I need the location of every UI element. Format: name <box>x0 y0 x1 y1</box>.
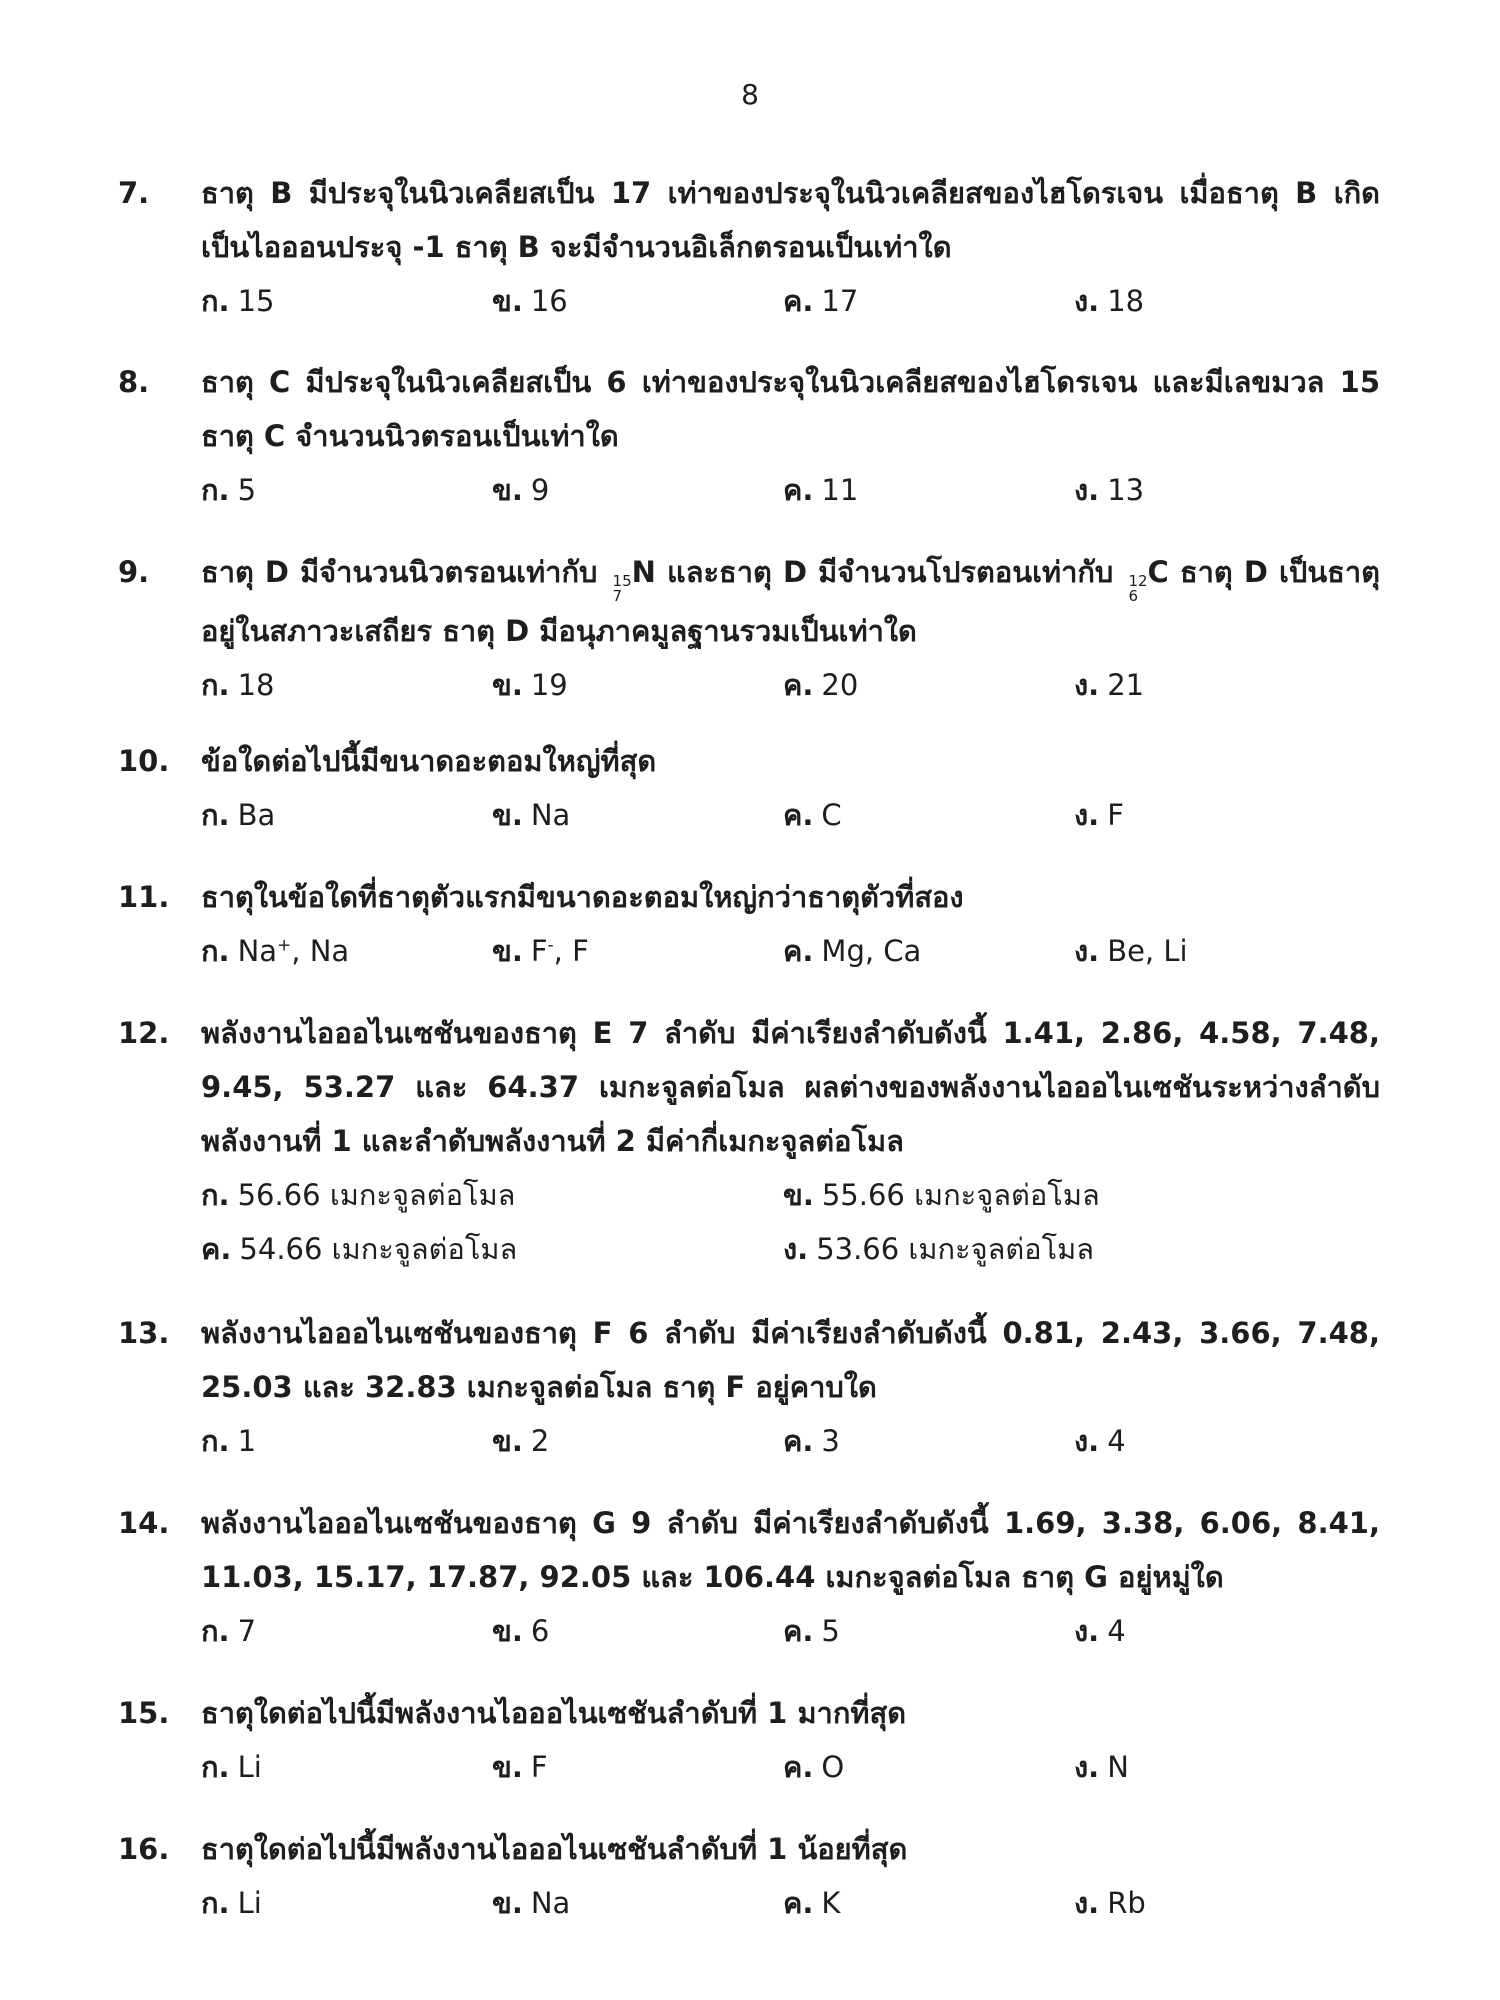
choice-value: 55.66 เมกะจูลต่อโมล <box>821 1178 1100 1212</box>
choice-c[interactable] <box>783 924 921 978</box>
question-number: 7. <box>118 176 150 210</box>
choice-value: Mg, Ca <box>821 934 922 968</box>
choice-letter: ก. <box>201 1424 230 1458</box>
choice-value: 3 <box>821 1424 840 1458</box>
choice-value: 4 <box>1107 1614 1126 1648</box>
choice-value: F <box>530 1750 548 1784</box>
choice-letter: ข. <box>492 284 523 318</box>
choice-a[interactable] <box>201 1740 262 1794</box>
question-number: 16. <box>118 1832 170 1866</box>
choice-value: 16 <box>530 284 568 318</box>
choice-c[interactable] <box>783 658 858 712</box>
question-number: 8. <box>118 365 150 399</box>
choice-letter: ง. <box>1074 934 1100 968</box>
choices-grid <box>201 1168 1380 1276</box>
choice-c[interactable] <box>783 1876 840 1930</box>
choice-letter: ง. <box>1074 1886 1100 1920</box>
choice-letter: ข. <box>492 1424 523 1458</box>
choice-letter: ง. <box>783 1232 809 1266</box>
mass-number: 12 <box>1128 572 1148 590</box>
question-10 <box>118 734 1380 842</box>
choice-value: Rb <box>1107 1886 1146 1920</box>
choice-value: 19 <box>530 668 568 702</box>
choice-value: 53.66 เมกะจูลต่อโมล <box>816 1232 1095 1266</box>
choice-value: 13 <box>1107 473 1145 507</box>
choice-value: C <box>821 798 842 832</box>
choice-b[interactable] <box>783 1168 1100 1222</box>
choice-value: 20 <box>821 668 859 702</box>
choices-row <box>201 924 1380 978</box>
question-text: พลังงานไอออไนเซชันของธาตุ G 9 ลำดับ มีค่าเรียงลำดับดังนี้ 1.69, 3.38, 6.06, 8.41, 11.03, 15.17, 17.87, 92.05 และ 106.44 เมกะจูลต่อโมล ธาตุ G อยู่หมู่ใด <box>201 1506 1380 1594</box>
question-text: พลังงานไอออไนเซชันของธาตุ F 6 ลำดับ มีค่าเรียงลำดับดังนี้ 0.81, 2.43, 3.66, 7.48, 25.03 และ 32.83 เมกะจูลต่อโมล ธาตุ F อยู่คาบใด <box>201 1316 1380 1404</box>
choice-letter: ก. <box>201 1886 230 1920</box>
choice-value: 7 <box>237 1614 257 1648</box>
choice-letter: ข. <box>492 668 523 702</box>
mass-number: 15 <box>612 572 632 590</box>
choice-c[interactable] <box>783 1604 840 1658</box>
question-text: ข้อใดต่อไปนี้มีขนาดอะตอมใหญ่ที่สุด <box>201 744 657 778</box>
choices-row <box>201 1414 1380 1468</box>
choice-a[interactable] <box>201 1168 515 1222</box>
choice-d[interactable] <box>1074 1414 1126 1468</box>
question-text-part: และธาตุ D มีจำนวนโปรตอนเท่ากับ <box>667 555 1114 589</box>
choice-c[interactable] <box>783 1740 844 1794</box>
choice-d[interactable] <box>1074 274 1144 328</box>
choice-a[interactable] <box>201 274 274 328</box>
charge-superscript: - <box>547 935 554 956</box>
choice-value: Na <box>530 798 571 832</box>
choice-a[interactable] <box>201 1876 262 1930</box>
atomic-number: 6 <box>1128 587 1138 605</box>
isotope-c <box>1128 545 1168 604</box>
isotope-symbol: N <box>631 555 656 589</box>
isotope-numbers <box>613 574 632 604</box>
question-number: 13. <box>118 1316 170 1350</box>
question-text: ธาตุใดต่อไปนี้มีพลังงานไอออไนเซชันลำดับที่ 1 มากที่สุด <box>201 1696 907 1730</box>
choices-row <box>201 1604 1380 1658</box>
choice-value: 11 <box>821 473 859 507</box>
choice-letter: ก. <box>201 1750 230 1784</box>
choice-value: Li <box>237 1886 262 1920</box>
question-text: ธาตุ B มีประจุในนิวเคลียสเป็น 17 เท่าของประจุในนิวเคลียสของไฮโดรเจน เมื่อธาตุ B เกิดเป็นไอออนประจุ -1 ธาตุ B จะมีจำนวนอิเล็กตรอนเป็นเท่าใด <box>201 176 1380 264</box>
choice-a[interactable] <box>201 1414 256 1468</box>
choice-value: 5 <box>237 473 257 507</box>
choice-c[interactable] <box>201 1222 517 1276</box>
question-7 <box>118 166 1380 328</box>
question-text: ธาตุใดต่อไปนี้มีพลังงานไอออไนเซชันลำดับที่ 1 น้อยที่สุด <box>201 1832 908 1866</box>
atomic-number: 7 <box>612 587 623 605</box>
choice-letter: ง. <box>1074 1750 1100 1784</box>
choice-value: 1 <box>237 1424 257 1458</box>
choice-b[interactable] <box>492 1876 570 1930</box>
choices-row <box>201 658 1380 712</box>
question-text-part: ธาตุ D เป็นธาตุอยู่ในสภาวะเสถียร ธาตุ D มีอนุภาคมูลฐานรวมเป็นเท่าใด <box>201 555 1380 648</box>
choices-row <box>201 463 1380 517</box>
question-number: 15. <box>118 1696 170 1730</box>
choice-value: F <box>1107 798 1124 832</box>
choice-c[interactable] <box>783 1414 840 1468</box>
page-number: 8 <box>741 78 759 111</box>
choice-value: N <box>1107 1750 1129 1784</box>
choice-b[interactable] <box>492 924 589 978</box>
choice-letter: ข. <box>492 473 523 507</box>
choice-value: Be, Li <box>1107 934 1188 968</box>
choice-d[interactable] <box>1074 1604 1126 1658</box>
choice-value: 18 <box>1107 284 1145 318</box>
choice-value: 54.66 เมกะจูลต่อโมล <box>239 1232 518 1266</box>
isotope-n <box>613 545 656 604</box>
isotope-numbers <box>1128 574 1147 604</box>
choice-b[interactable] <box>492 1604 549 1658</box>
choice-d[interactable] <box>1074 1876 1146 1930</box>
question-11 <box>118 870 1380 978</box>
choice-letter: ง. <box>1074 1424 1100 1458</box>
choice-b[interactable] <box>492 274 568 328</box>
choices-row <box>201 788 1380 842</box>
choice-letter: ข. <box>492 798 523 832</box>
question-text-part: ธาตุ D มีจำนวนนิวตรอนเท่ากับ <box>201 555 598 589</box>
question-14 <box>118 1496 1380 1658</box>
choice-d[interactable] <box>1074 924 1188 978</box>
choice-value: 5 <box>821 1614 840 1648</box>
choices-row <box>201 274 1380 328</box>
choice-letter: ก. <box>201 668 230 702</box>
choice-value: Na+, Na <box>237 934 350 968</box>
choice-value: Li <box>237 1750 262 1784</box>
choice-letter: ก. <box>201 798 230 832</box>
question-text: พลังงานไอออไนเซชันของธาตุ E 7 ลำดับ มีค่าเรียงลำดับดังนี้ 1.41, 2.86, 4.58, 7.48, 9.45, 53.27 และ 64.37 เมกะจูลต่อโมล ผลต่างของพลังงานไอออไนเซชันระหว่างลำดับพลังงานที่ 1 และลำดับพลังงานที่ 2 มีค่ากี่เมกะจูลต่อโมล <box>201 1016 1380 1158</box>
choice-b[interactable] <box>492 788 570 842</box>
question-text: ธาตุในข้อใดที่ธาตุตัวแรกมีขนาดอะตอมใหญ่กว่าธาตุตัวที่สอง <box>201 880 964 914</box>
choice-value: O <box>821 1750 845 1784</box>
choice-letter: ก. <box>201 473 230 507</box>
choice-letter: ค. <box>783 934 814 968</box>
choices-row <box>201 1740 1380 1794</box>
choice-b[interactable] <box>492 658 568 712</box>
choice-value: 2 <box>530 1424 550 1458</box>
choice-value: 9 <box>530 473 550 507</box>
choice-a[interactable] <box>201 658 274 712</box>
question-number: 14. <box>118 1506 170 1540</box>
choice-letter: ค. <box>201 1232 232 1266</box>
question-13 <box>118 1306 1380 1468</box>
choice-value: Ba <box>237 798 276 832</box>
choice-a[interactable] <box>201 463 256 517</box>
question-text <box>201 545 1380 658</box>
choice-letter: ค. <box>783 284 814 318</box>
choice-letter: ง. <box>1074 798 1100 832</box>
question-number: 11. <box>118 880 170 914</box>
choice-letter: ค. <box>783 668 814 702</box>
choice-letter: ก. <box>201 1614 230 1648</box>
question-number: 9. <box>118 555 150 589</box>
choice-d[interactable] <box>1074 463 1144 517</box>
choice-letter: ก. <box>201 284 230 318</box>
choice-value: Na <box>530 1886 571 1920</box>
choice-a[interactable] <box>201 1604 256 1658</box>
question-number: 10. <box>118 744 170 778</box>
choice-letter: ง. <box>1074 473 1100 507</box>
choice-value: 21 <box>1107 668 1145 702</box>
choice-letter: ก. <box>201 1178 230 1212</box>
question-text: ธาตุ C มีประจุในนิวเคลียสเป็น 6 เท่าของประจุในนิวเคลียสของไฮโดรเจน และมีเลขมวล 15 ธาตุ C จำนวนนิวตรอนเป็นเท่าใด <box>201 365 1380 453</box>
choice-letter: ค. <box>783 798 814 832</box>
choice-letter: ง. <box>1074 284 1100 318</box>
choice-b[interactable] <box>492 1740 548 1794</box>
choice-letter: ค. <box>783 1750 814 1784</box>
choice-value: 17 <box>821 284 859 318</box>
choice-d[interactable] <box>1074 658 1144 712</box>
choice-letter: ค. <box>783 1614 814 1648</box>
question-16 <box>118 1822 1380 1930</box>
choice-d[interactable] <box>1074 1740 1129 1794</box>
choice-value: 56.66 เมกะจูลต่อโมล <box>237 1178 516 1212</box>
choice-c[interactable] <box>783 463 858 517</box>
isotope-symbol: C <box>1147 555 1169 589</box>
choice-b[interactable] <box>492 1414 549 1468</box>
charge-superscript: + <box>277 935 292 956</box>
choice-value: F-, F <box>530 934 589 968</box>
choice-c[interactable] <box>783 274 858 328</box>
choice-b[interactable] <box>492 463 549 517</box>
choices-row <box>201 1876 1380 1930</box>
choice-letter: ค. <box>783 1886 814 1920</box>
choice-letter: ค. <box>783 473 814 507</box>
choice-a[interactable] <box>201 788 275 842</box>
choice-d[interactable] <box>783 1222 1094 1276</box>
question-8 <box>118 355 1380 517</box>
choice-value: K <box>821 1886 841 1920</box>
choice-d[interactable] <box>1074 788 1124 842</box>
choice-value: 18 <box>237 668 275 702</box>
choice-value: 6 <box>530 1614 550 1648</box>
choice-value: 15 <box>237 284 275 318</box>
choice-letter: ค. <box>783 1424 814 1458</box>
choice-c[interactable] <box>783 788 842 842</box>
question-9 <box>118 545 1380 712</box>
choice-letter: ง. <box>1074 668 1100 702</box>
choice-value: 4 <box>1107 1424 1126 1458</box>
choice-letter: ข. <box>492 934 523 968</box>
choice-letter: ข. <box>492 1750 523 1784</box>
choice-letter: ง. <box>1074 1614 1100 1648</box>
choice-letter: ข. <box>492 1886 523 1920</box>
question-number: 12. <box>118 1016 170 1050</box>
choice-a[interactable] <box>201 924 349 978</box>
choice-letter: ข. <box>492 1614 523 1648</box>
choice-letter: ข. <box>783 1178 814 1212</box>
choice-letter: ก. <box>201 934 230 968</box>
question-12 <box>118 1006 1380 1276</box>
question-15 <box>118 1686 1380 1794</box>
